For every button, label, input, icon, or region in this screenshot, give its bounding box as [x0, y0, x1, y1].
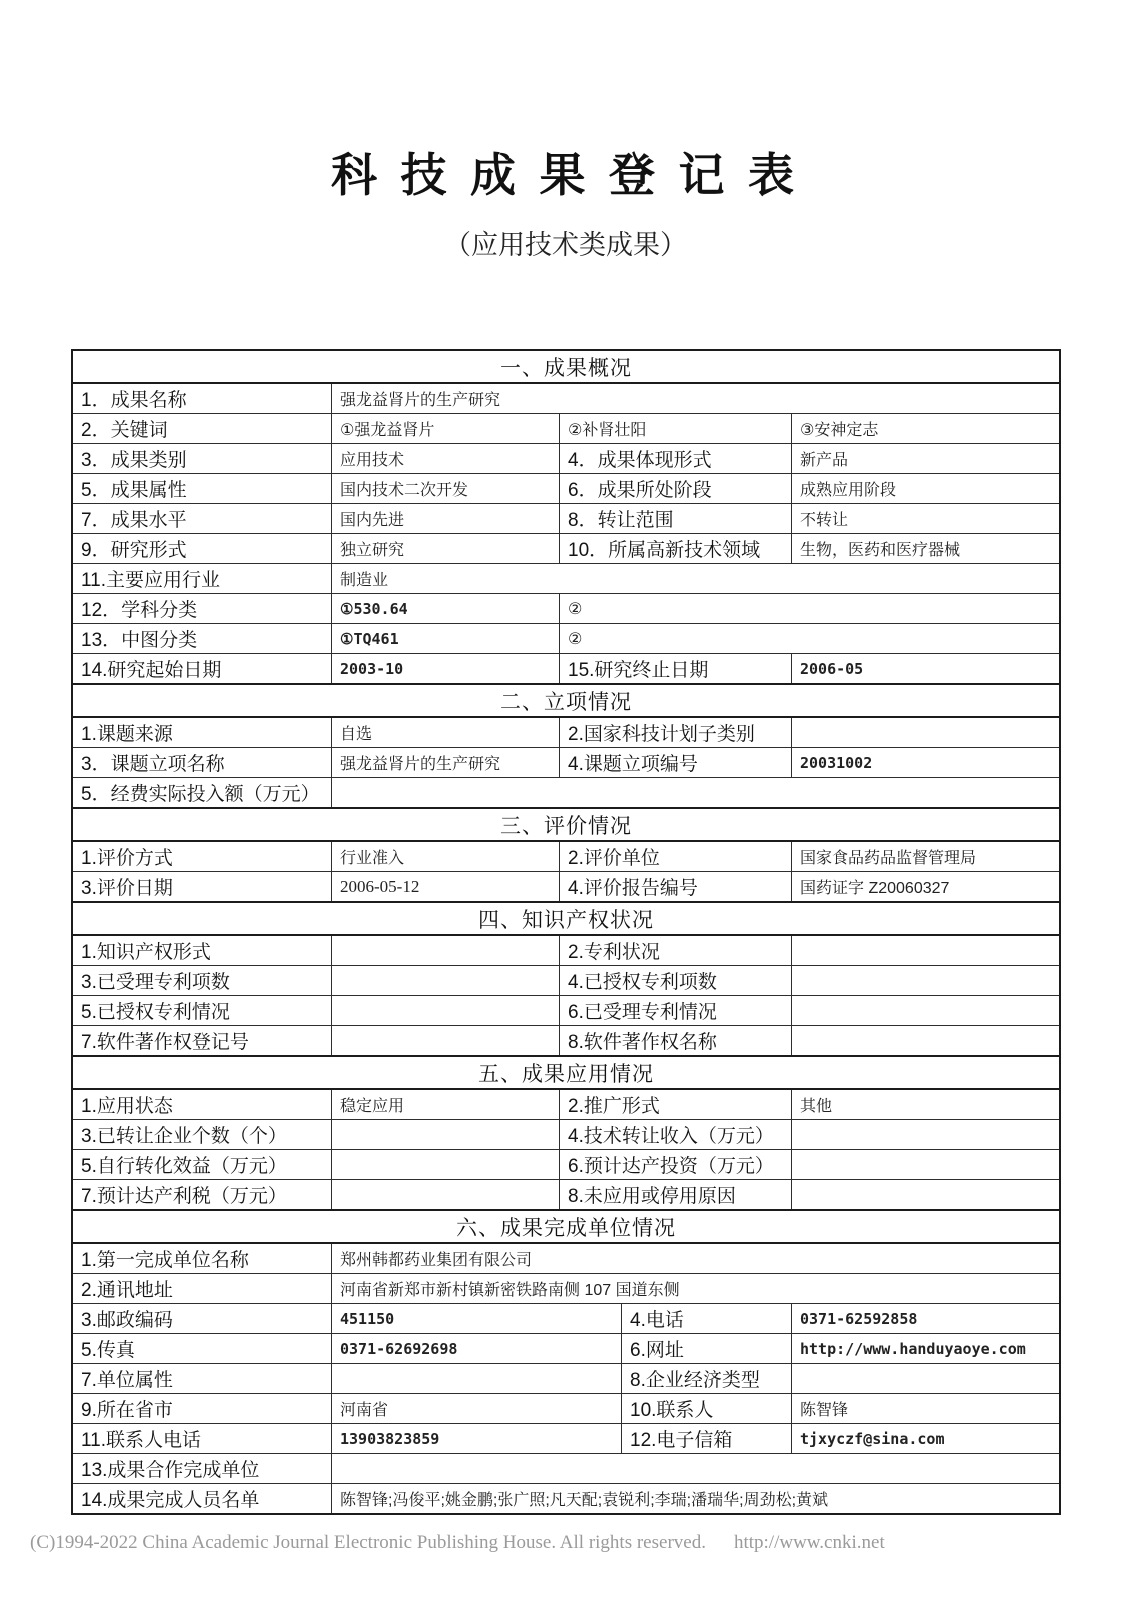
row-value: 其他	[791, 1090, 1059, 1119]
row-label: 1．成果名称	[81, 390, 187, 411]
section-header: 六、成果完成单位情况	[456, 1216, 676, 1240]
form-row	[73, 1363, 1059, 1393]
row-label: 1.知识产权形式	[81, 942, 211, 963]
row-label: 10.联系人	[621, 1394, 791, 1423]
row-label: 11.联系人电话	[81, 1430, 202, 1451]
row-label: 9．研究形式	[81, 540, 187, 561]
row-label: 2.通讯地址	[81, 1280, 173, 1301]
row-value: 独立研究	[331, 534, 559, 563]
section-header-row	[73, 901, 1059, 934]
form-row	[73, 1179, 1059, 1209]
row-value: 451150	[331, 1304, 621, 1333]
row-value: 0371-62692698	[331, 1334, 621, 1363]
row-value-empty	[791, 936, 1059, 965]
form-row	[73, 1483, 1059, 1513]
row-value: 制造业	[331, 564, 1059, 593]
row-value: 13903823859	[331, 1424, 621, 1453]
row-value: ①TQ461	[331, 624, 559, 653]
row-value: 国内技术二次开发	[331, 474, 559, 503]
row-label: 7.单位属性	[81, 1370, 173, 1391]
row-label: 4．成果体现形式	[559, 444, 791, 473]
form-row	[73, 995, 1059, 1025]
row-label: 1.课题来源	[81, 724, 173, 745]
row-value: 稳定应用	[331, 1090, 559, 1119]
row-label: 8.软件著作权名称	[559, 1026, 791, 1055]
row-value: 新产品	[791, 444, 1059, 473]
form-row	[73, 1393, 1059, 1423]
row-value: 20031002	[791, 748, 1059, 777]
row-value: 不转让	[791, 504, 1059, 533]
registration-form-table	[71, 349, 1061, 1515]
row-value: ①530.64	[331, 594, 559, 623]
row-value: 0371-62592858	[791, 1304, 1059, 1333]
section-header-row	[73, 351, 1059, 382]
form-row	[73, 1088, 1059, 1119]
form-row	[73, 840, 1059, 871]
footer	[30, 1532, 885, 1554]
row-label: 7.软件著作权登记号	[81, 1032, 249, 1053]
row-value: 强龙益肾片的生产研究	[331, 384, 1059, 413]
row-label: 3.邮政编码	[81, 1310, 173, 1331]
row-label: 7.预计达产利税（万元）	[81, 1186, 287, 1207]
form-row	[73, 443, 1059, 473]
row-value: tjxyczf@sina.com	[791, 1424, 1059, 1453]
form-row	[73, 563, 1059, 593]
row-label: 14.成果完成人员名单	[81, 1490, 260, 1511]
row-label: 3．课题立项名称	[81, 754, 225, 775]
row-label: 6．成果所处阶段	[559, 474, 791, 503]
row-label: 1.应用状态	[81, 1096, 173, 1117]
section-header: 二、立项情况	[500, 690, 632, 714]
row-value: http://www.handuyaoye.com	[791, 1334, 1059, 1363]
row-value: 河南省	[331, 1394, 621, 1423]
row-label: 15.研究终止日期	[559, 654, 791, 683]
row-value-empty	[331, 936, 559, 965]
row-label: 2.推广形式	[559, 1090, 791, 1119]
row-value: 2006-05-12	[331, 872, 559, 901]
row-label: 4.评价报告编号	[559, 872, 791, 901]
row-label: 5.已授权专利情况	[81, 1002, 230, 1023]
row-value: ①强龙益肾片	[331, 414, 559, 443]
form-row	[73, 1242, 1059, 1273]
form-row	[73, 934, 1059, 965]
row-label: 5．成果属性	[81, 480, 187, 501]
row-label: 5.传真	[81, 1340, 135, 1361]
row-value: 河南省新郑市新村镇新密铁路南侧 107 国道东侧	[331, 1274, 1059, 1303]
row-label: 12．学科分类	[81, 600, 198, 621]
row-value-empty	[331, 1150, 559, 1179]
form-row	[73, 871, 1059, 901]
row-value-empty	[331, 778, 1059, 807]
form-row	[73, 1453, 1059, 1483]
row-label: 4.已授权专利项数	[559, 966, 791, 995]
form-row	[73, 1273, 1059, 1303]
row-value-empty	[791, 1150, 1059, 1179]
row-label: 2.评价单位	[559, 842, 791, 871]
row-value: 成熟应用阶段	[791, 474, 1059, 503]
row-value: ②	[559, 594, 1059, 623]
section-header: 三、评价情况	[500, 814, 632, 838]
form-row	[73, 593, 1059, 623]
row-label: 1.第一完成单位名称	[81, 1250, 249, 1271]
form-row	[73, 503, 1059, 533]
form-row	[73, 1303, 1059, 1333]
row-value-empty	[791, 718, 1059, 747]
form-row	[73, 747, 1059, 777]
row-label: 14.研究起始日期	[81, 660, 222, 681]
form-row	[73, 413, 1059, 443]
section-header-row	[73, 683, 1059, 716]
row-value: ②	[559, 624, 1059, 653]
row-label: 13．中图分类	[81, 630, 198, 651]
row-value: 生物，医药和医疗器械	[791, 534, 1059, 563]
row-label: 4.课题立项编号	[559, 748, 791, 777]
footer-copyright: (C)1994-2022 China Academic Journal Electronic Publishing House. All rights reserved.	[30, 1532, 706, 1553]
row-value-empty	[791, 996, 1059, 1025]
row-value: 郑州韩都药业集团有限公司	[331, 1244, 1059, 1273]
row-value-empty	[791, 1120, 1059, 1149]
row-value: 国家食品药品监督管理局	[791, 842, 1059, 871]
row-value: ③安神定志	[791, 414, 1059, 443]
row-label: 9.所在省市	[81, 1400, 173, 1421]
row-label: 6.预计达产投资（万元）	[559, 1150, 791, 1179]
row-label: 2．关键词	[81, 420, 168, 441]
row-value: 行业准入	[331, 842, 559, 871]
row-value-empty	[331, 966, 559, 995]
row-label: 5.自行转化效益（万元）	[81, 1156, 287, 1177]
form-row	[73, 653, 1059, 683]
section-header: 五、成果应用情况	[478, 1062, 654, 1086]
row-value: 陈智锋	[791, 1394, 1059, 1423]
row-value-empty	[791, 966, 1059, 995]
row-value-empty	[791, 1364, 1059, 1393]
row-label: 6.已受理专利情况	[559, 996, 791, 1025]
form-row	[73, 1423, 1059, 1453]
row-label: 4.电话	[621, 1304, 791, 1333]
row-label: 8．转让范围	[559, 504, 791, 533]
row-label: 12.电子信箱	[621, 1424, 791, 1453]
form-row	[73, 1333, 1059, 1363]
row-value-empty	[331, 1364, 621, 1393]
row-value-empty	[331, 1026, 559, 1055]
form-row	[73, 965, 1059, 995]
row-label: 5．经费实际投入额（万元）	[81, 784, 320, 805]
form-row	[73, 1149, 1059, 1179]
page-subtitle: （应用技术类成果）	[444, 230, 687, 260]
section-header: 一、成果概况	[500, 356, 632, 380]
row-label: 2.专利状况	[559, 936, 791, 965]
row-value: 应用技术	[331, 444, 559, 473]
row-label: 8.企业经济类型	[621, 1364, 791, 1393]
form-row	[73, 1025, 1059, 1055]
row-value-empty	[331, 1120, 559, 1149]
row-label: 7．成果水平	[81, 510, 187, 531]
row-label: 6.网址	[621, 1334, 791, 1363]
row-label: 3.已转让企业个数（个）	[81, 1126, 287, 1147]
row-label: 8.未应用或停用原因	[559, 1180, 791, 1209]
form-row	[73, 716, 1059, 747]
row-value: 国药证字 Z20060327	[791, 872, 1059, 901]
row-label: 3．成果类别	[81, 450, 187, 471]
row-value: 陈智锋;冯俊平;姚金鹏;张广照;凡天配;袁锐利;李瑞;潘瑞华;周劲松;黄斌	[331, 1484, 1059, 1513]
section-header-row	[73, 807, 1059, 840]
row-label: 11.主要应用行业	[81, 570, 221, 591]
page-title: 科 技 成 果 登 记 表	[331, 150, 800, 201]
section-header-row	[73, 1209, 1059, 1242]
row-value-empty	[791, 1180, 1059, 1209]
row-value: 2003-10	[331, 654, 559, 683]
section-header-row	[73, 1055, 1059, 1088]
row-label: 1.评价方式	[81, 848, 173, 869]
row-label: 4.技术转让收入（万元）	[559, 1120, 791, 1149]
section-header: 四、知识产权状况	[478, 908, 654, 932]
row-value-empty	[791, 1026, 1059, 1055]
row-value-empty	[331, 996, 559, 1025]
form-row	[73, 623, 1059, 653]
form-row	[73, 473, 1059, 503]
form-row	[73, 382, 1059, 413]
row-value: 2006-05	[791, 654, 1059, 683]
row-label: 10．所属高新技术领域	[559, 534, 791, 563]
footer-url: http://www.cnki.net	[733, 1532, 885, 1553]
row-value: 强龙益肾片的生产研究	[331, 748, 559, 777]
form-row	[73, 777, 1059, 807]
row-value-empty	[331, 1180, 559, 1209]
row-label: 3.评价日期	[81, 878, 173, 899]
row-value: 国内先进	[331, 504, 559, 533]
row-label: 3.已受理专利项数	[81, 972, 230, 993]
row-value: ②补肾壮阳	[559, 414, 791, 443]
form-row	[73, 1119, 1059, 1149]
row-label: 2.国家科技计划子类别	[559, 718, 791, 747]
row-value: 自选	[331, 718, 559, 747]
row-value-empty	[331, 1454, 1059, 1483]
row-label: 13.成果合作完成单位	[81, 1460, 260, 1481]
form-row	[73, 533, 1059, 563]
